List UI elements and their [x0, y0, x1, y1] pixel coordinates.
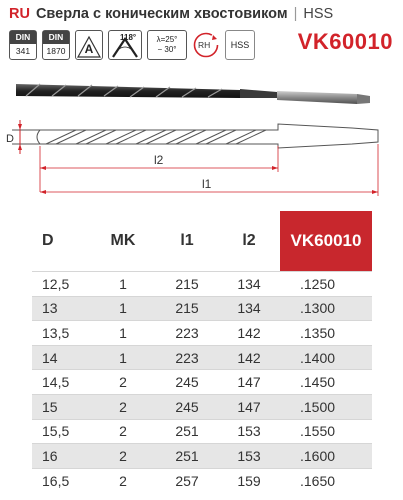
cell-article: .1350: [280, 321, 372, 346]
cell-d: 16: [32, 444, 90, 469]
cell-l1: 223: [156, 321, 218, 346]
total-length-label: l1: [202, 177, 212, 191]
table-row: [32, 444, 372, 469]
din-1870-badge-top: DIN: [43, 31, 69, 44]
dimensions-table: [32, 211, 372, 492]
page-header: [9, 4, 399, 24]
column-header-mk: MK: [110, 232, 136, 249]
helix-angle-line2: − 30°: [157, 45, 177, 54]
technical-drawing: [6, 112, 398, 204]
cell-mk: 1: [90, 272, 156, 297]
din-1870-badge-number: 1870: [46, 46, 66, 56]
table-header-row: [32, 211, 372, 272]
type-a-badge: [75, 30, 103, 60]
cell-l2: 153: [218, 444, 280, 469]
page-title: Сверла с коническим хвостовиком: [35, 6, 288, 22]
language-code: RU: [9, 6, 30, 22]
spec-badges: [9, 30, 255, 60]
rotation-label: RH: [198, 40, 211, 50]
type-a-letter: A: [84, 42, 94, 56]
cell-d: 12,5: [32, 272, 90, 297]
cell-article: .1650: [280, 468, 372, 492]
table-row: [32, 370, 372, 395]
cell-l1: 257: [156, 468, 218, 492]
table-row: [32, 394, 372, 419]
cell-d: 14: [32, 345, 90, 370]
column-header-l2: l2: [242, 232, 256, 249]
cell-l2: 134: [218, 272, 280, 297]
material-label: HSS: [303, 6, 334, 22]
cell-l1: 245: [156, 394, 218, 419]
cell-mk: 1: [90, 321, 156, 346]
cell-article: .1450: [280, 370, 372, 395]
cell-d: 13: [32, 296, 90, 321]
din-1870-badge: [42, 30, 70, 60]
cell-l2: 147: [218, 394, 280, 419]
din-341-badge-number: 341: [15, 46, 31, 56]
cell-mk: 2: [90, 419, 156, 444]
cell-l1: 215: [156, 272, 218, 297]
column-header-l1: l1: [180, 232, 194, 249]
cell-mk: 2: [90, 468, 156, 492]
point-angle-badge: [108, 30, 142, 60]
cell-d: 15,5: [32, 419, 90, 444]
table-row: [32, 419, 372, 444]
cell-l1: 215: [156, 296, 218, 321]
cell-d: 13,5: [32, 321, 90, 346]
cell-l1: 251: [156, 419, 218, 444]
cell-l2: 147: [218, 370, 280, 395]
point-angle-value: 118°: [120, 33, 137, 42]
title-separator: |: [293, 6, 298, 22]
cell-article: .1250: [280, 272, 372, 297]
table-row: [32, 345, 372, 370]
cell-l2: 134: [218, 296, 280, 321]
cell-article: .1600: [280, 444, 372, 469]
cell-l1: 245: [156, 370, 218, 395]
cell-l1: 251: [156, 444, 218, 469]
cell-l2: 142: [218, 321, 280, 346]
coating-badge: [225, 30, 255, 60]
din-341-badge: [9, 30, 37, 60]
cell-d: 15: [32, 394, 90, 419]
helix-angle-line1: λ=25°: [156, 35, 178, 44]
cell-d: 14,5: [32, 370, 90, 395]
cell-l2: 159: [218, 468, 280, 492]
diameter-label: D: [6, 133, 14, 145]
cell-article: .1300: [280, 296, 372, 321]
cell-article: .1400: [280, 345, 372, 370]
flute-length-label: l2: [154, 153, 164, 167]
column-header-article: VK60010: [280, 211, 372, 272]
table-row: [32, 296, 372, 321]
helix-angle-badge: [147, 30, 187, 60]
cell-mk: 1: [90, 345, 156, 370]
rotation-badge: [192, 31, 220, 59]
cell-l2: 153: [218, 419, 280, 444]
cell-mk: 2: [90, 370, 156, 395]
table-row: [32, 468, 372, 492]
din-341-badge-top: DIN: [10, 31, 36, 44]
cell-l2: 142: [218, 345, 280, 370]
table-row: [32, 321, 372, 346]
cell-mk: 2: [90, 394, 156, 419]
cell-d: 16,5: [32, 468, 90, 492]
cell-article: .1500: [280, 394, 372, 419]
cell-mk: 1: [90, 296, 156, 321]
cell-article: .1550: [280, 419, 372, 444]
table-row: [32, 272, 372, 297]
drill-photo: [12, 70, 392, 110]
cell-mk: 2: [90, 444, 156, 469]
column-header-d: D: [42, 232, 54, 249]
product-code: VK60010: [297, 29, 393, 54]
cell-l1: 223: [156, 345, 218, 370]
coating-label: HSS: [230, 40, 250, 50]
